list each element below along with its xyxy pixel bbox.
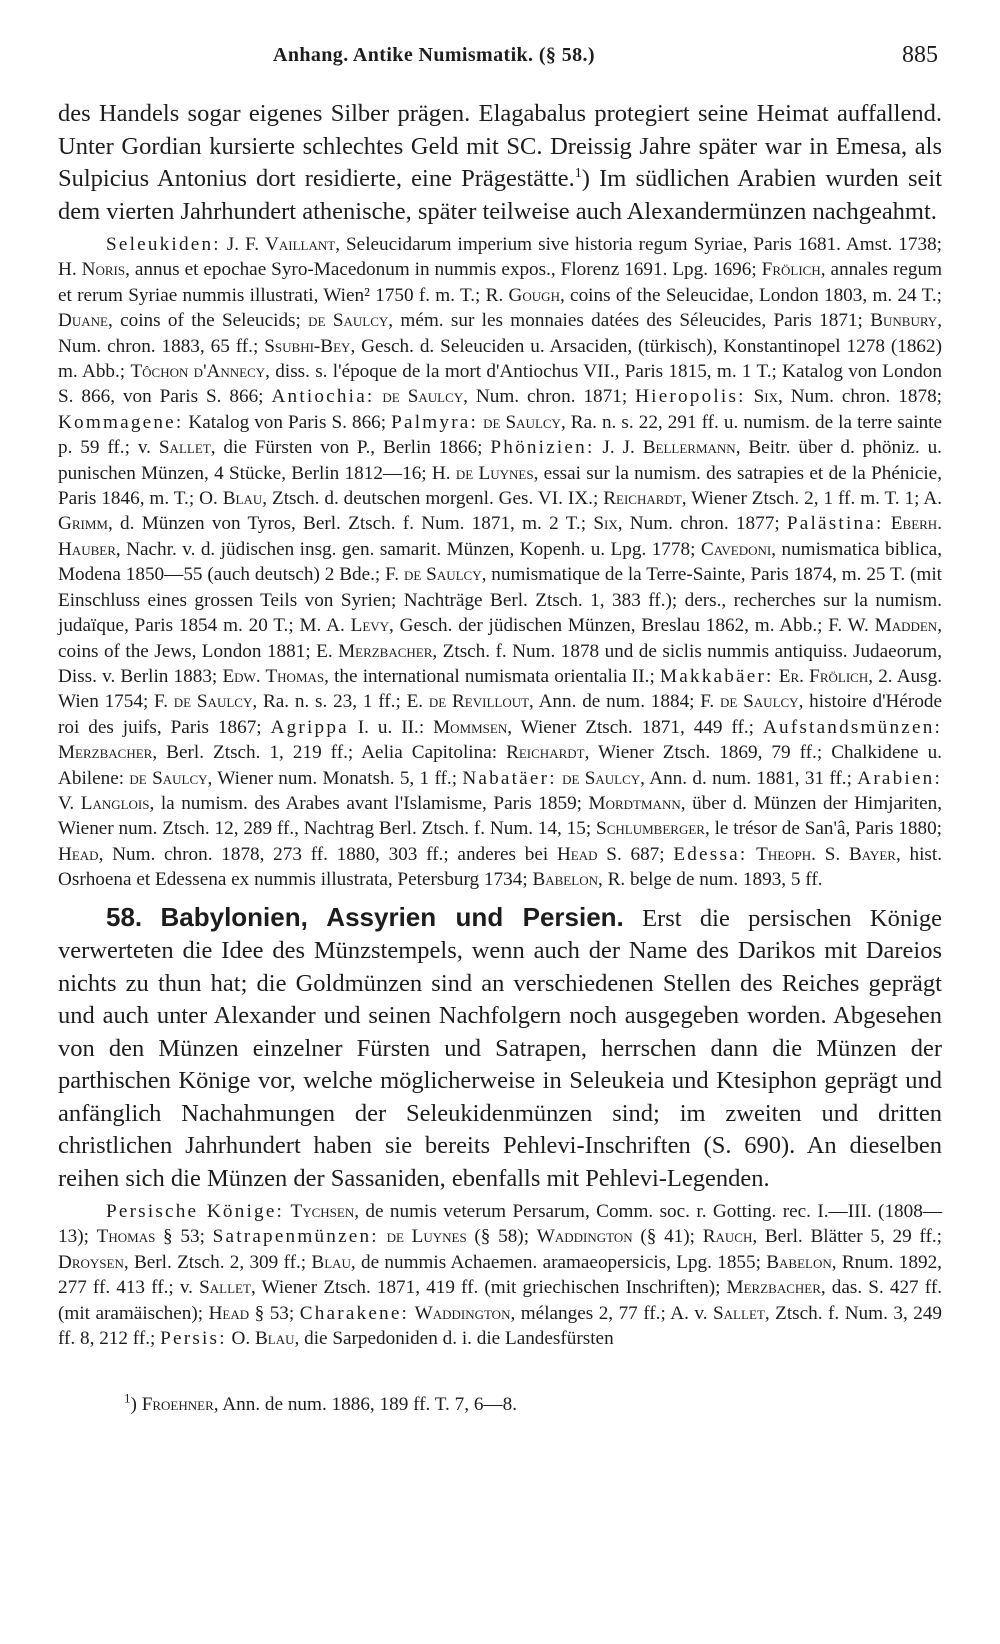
bib-author: Blau [311, 1251, 351, 1273]
bib-author: de Saulcy [720, 691, 799, 713]
bib-text: , numismatica biblica, Modena 1850—55 (auch deutsch) 2 Bde.; F. [58, 538, 942, 586]
bib-text: J. J. [594, 437, 643, 459]
bib-author: de Saulcy [382, 386, 464, 408]
bib-author: Eberh. Hauber [58, 513, 942, 560]
running-header-title: Anhang. Antike Numismatik. (§ 58.) [273, 44, 595, 66]
bib-text: , le trésor de San'â, Paris 1880; [704, 818, 943, 840]
bib-text: , coins of the Seleucidae, London 1803, m. 24 T.; [559, 284, 943, 306]
bib-author: Grimm [58, 513, 108, 535]
bib-text: , 2. Ausg. Wien 1754; F. [58, 665, 943, 713]
bib-region-label: Seleukiden: [106, 234, 221, 255]
bib-text: , Wiener Ztsch. 1871, 419 ff. (mit griechischen Inschriften); [250, 1277, 727, 1299]
bib-author: Head [58, 843, 99, 865]
bib-author: Six [753, 386, 778, 408]
bib-author: de Luynes [455, 462, 534, 484]
bib-text: , Num. chron. 1878; [778, 386, 942, 408]
bib-region-label: Palmyra: [391, 411, 479, 433]
running-header [58, 40, 942, 76]
bib-author: Madden [874, 615, 938, 637]
bib-text [379, 1226, 387, 1247]
bib-text: , Ann. de num. 1884; F. [529, 691, 720, 713]
bib-region-label: Agrippa [270, 716, 349, 738]
bib-text: , Num. chron. 1883, 65 ff.; [58, 310, 942, 357]
bib-author: de Saulcy [483, 411, 561, 433]
intro-text: des Handels sogar eigenes Silber prägen. Elagabalus protegiert seine Heimat auffallend. Unter Gordian kursierte schlechtes Geld mit SC. Dreissig Jahre später war in Emesa, als Sulpicius Antonius dort residierte, eine Prägestätte. [58, 100, 942, 192]
bib-author: Blau [254, 1328, 295, 1350]
bib-author: Thomas [96, 1226, 156, 1248]
bib-author: de Revillout [428, 691, 530, 713]
bib-author: de Saulcy [308, 310, 389, 332]
bib-author: Edw. Thomas [222, 665, 325, 687]
bib-author: Waddington [536, 1226, 633, 1248]
page-number: 885 [902, 42, 938, 68]
bib-text: , Nachr. v. d. jüdischen insg. gen. samarit. Münzen, Kopenh. u. Lpg. 1778; [115, 538, 701, 560]
bib-region-label: Palästina: [786, 513, 884, 535]
bib-text [884, 513, 891, 534]
footnote-marker: 1 [124, 1390, 131, 1406]
bib-text: , Ann. d. num. 1881, 31 ff.; [640, 767, 858, 789]
bib-text: , über d. Münzen der Himjariten, Wiener num. Ztsch. 12, 289 ff., Nachtrag Berl. Ztsch. f. Num. 14, 15; [58, 792, 942, 840]
bib-region-label: Persische Könige: [106, 1201, 285, 1223]
bib-text: , die Fürsten von P., Berlin 1866; [210, 437, 491, 459]
bib-region-label: Kommagene: [58, 411, 184, 433]
bib-author: Sallet [158, 437, 211, 459]
section-body: Erst die persischen Könige verwerteten die Idee des Münzstempels, wenn auch der Name des Darikos mit Dareios nichts zu thun hat; die Goldmünzen sind an verschiedenen Stellen des Reiches geprägt und auch unter Alexander und seinen Nachfolgern noch ausgegeben worden. Abgesehen von den Münzen einzelner Fürsten und Satrapen, herrschen dann die Münzen der parthischen Könige vor, welche möglicherweise in Seleukeia und Ktesiphon geprägt und anfänglich Nachahmungen der Seleukidenmünzen sind; im zweiten und dritten christlichen Jahrhundert haben sie bereits Pehlevi-Inschriften (S. 690). An dieselben reihen sich die Münzen der Sassaniden, ebenfalls mit Pehlevi-Legenden. [58, 904, 943, 1192]
bib-author: Langlois [80, 792, 150, 814]
bib-author: Er. Frölich [778, 665, 869, 687]
bib-text: , Num. chron. 1877; [617, 513, 787, 535]
bib-text: , the international numismata orientalia II.; [324, 665, 660, 687]
bib-text: , Ztsch. f. Num. 1878 und de siclis nummis antiquiss. Judaeorum, Diss. v. Berlin 1883; [58, 640, 942, 687]
bib-text: , R. belge de num. 1893, 5 ff. [597, 869, 823, 891]
footnote: $^1$) Froehner, Ann. de num. 1886, 189 ff. T. 7, 6—8. [124, 1390, 518, 1415]
bib-author: Tôchon d'Annecy [130, 361, 266, 383]
bib-text: , Gesch. der jüdischen Münzen, Breslau 1862, m. Abb.; F. W. [389, 615, 875, 637]
bib-author: Six [593, 513, 618, 535]
bib-text: , essai sur la numism. des satrapies et de la Phénicie, Paris 1846, m. T.; O. [58, 462, 942, 510]
bib-author: Cavedoni [700, 538, 772, 560]
bib-text: , Seleucidarum imperium sive historia regum Syriae, Paris 1681. Amst. 1738; H. [58, 234, 942, 281]
bib-text [747, 844, 756, 865]
bib-author: Vaillant [265, 234, 336, 255]
bib-author: de Saulcy [403, 564, 482, 586]
bib-text: , numismatique de la Terre-Sainte, Paris 1874, m. 25 T. (mit Einschluss eines grossen Teils von Syrien; Nachträge Berl. Ztsch. 1, 383 ff.); ders., recherches sur la numism. judaïque, Paris 1854 m. 20 T.; M. A. [58, 564, 943, 637]
section-number: 58. [106, 901, 143, 932]
bib-text: , de nummis Achaemen. aramaeopersicis, Lpg. 1855; [350, 1251, 767, 1273]
bib-region-label: Charakene: [299, 1302, 410, 1324]
bib-author: Ssubhi-Bey [264, 335, 351, 357]
bib-author: Sallet [713, 1302, 765, 1324]
bib-text: , annus et epochae Syro-Macedonum in nummis expos., Florenz 1691. Lpg. 1696; [125, 259, 762, 281]
bib-author: de Saulcy [173, 691, 253, 713]
bib-region-label: Antiochia: [271, 386, 375, 408]
intro-paragraph [58, 98, 942, 228]
bib-text: (§ 41); [632, 1226, 703, 1248]
bib-region-label: Phönizien: [490, 437, 595, 459]
bib-text: , Wiener num. Monatsh. 5, 1 ff.; [207, 767, 463, 789]
bib-author: Merzbacher [338, 640, 433, 662]
bib-region-label: Aufstandsmünzen: [762, 716, 943, 738]
bib-author: Mordtmann [588, 792, 681, 814]
footnote-reference: 1 [574, 165, 582, 181]
footnote-text: , Ann. de num. 1886, 189 ff. T. 7, 6—8. [213, 1393, 518, 1415]
bib-author: Bayer [848, 843, 896, 865]
bib-region-label: Hieropolis: [635, 386, 746, 408]
bib-author: Bunbury [870, 310, 938, 332]
bib-text: , die Sarpedoniden d. i. die Landesfürsten [294, 1328, 614, 1350]
bib-author: Waddington [414, 1302, 511, 1324]
bib-author: Sallet [199, 1277, 251, 1299]
bib-text: , mém. sur les monnaies datées des Séleucides, Paris 1871; [388, 310, 871, 332]
bib-text: , de numis veterum Persarum, Comm. soc. r. Gotting. rec. I.—III. (1808—13); [58, 1201, 943, 1248]
bib-text: , d. Münzen von Tyros, Berl. Ztsch. f. Num. 1871, m. 2 T.; [107, 513, 594, 535]
bib-text: , diss. s. l'époque de la mort d'Antiochus VII., Paris 1815, m. 1 T.; Katalog von London S. 866, von Paris S. 866; [58, 361, 942, 408]
bib-author: Rauch [702, 1226, 753, 1248]
bib-author: Blau [222, 488, 263, 510]
bib-text: I. u. II.: [348, 716, 434, 738]
section-58-paragraph [58, 901, 942, 1196]
bib-text: Katalog von Paris S. 866; [183, 411, 392, 433]
bib-author: Frölich [761, 259, 821, 281]
bib-author: Babelon [766, 1251, 832, 1273]
bib-text: , Berl. Blätter 5, 29 ff.; [752, 1226, 942, 1248]
bib-text: , Wiener Ztsch. 2, 1 ff. m. T. 1; A. [681, 488, 943, 510]
bib-author: Babelon [532, 869, 598, 891]
intro-text: ) Im südlichen Arabien wurden seit dem vierten Jahrhundert athenische, später teilweise auch Alexandermünzen nachgeahmt. [58, 165, 942, 225]
bib-text: , Num. chron. 1871; [463, 386, 636, 408]
bib-text: , Rnum. 1892, 277 ff. 413 ff.; v. [58, 1251, 942, 1299]
bib-author: Merzbacher [726, 1277, 821, 1299]
bib-author: Levy [350, 615, 390, 637]
bib-region-label: Nabatäer: [462, 767, 557, 789]
bib-text: § 53; [155, 1226, 213, 1248]
bibliography-paragraph [58, 232, 942, 893]
bib-author: Reichardt [506, 742, 585, 764]
bib-author: Schlumberger [596, 818, 705, 840]
bib-text: , hist. Osrhoena et Edessena ex nummis illustrata, Petersburg 1734; [58, 843, 942, 891]
bib-region-label: Makkabäer: [659, 665, 774, 687]
bib-text: J. F. [220, 234, 266, 255]
bib-author: Tychsen [290, 1201, 355, 1223]
bib-region-label: Arabien: [857, 767, 942, 789]
bib-author: Gough [508, 284, 560, 306]
bib-text: V. [58, 792, 81, 814]
bib-text: , Wiener Ztsch. 1871, 449 ff.; [507, 716, 763, 738]
bib-author: Noris [81, 259, 126, 281]
bib-region-label: Persis: [160, 1328, 227, 1350]
bib-text: , la numism. des Arabes avant l'Islamisme, Paris 1859; [149, 792, 589, 814]
bib-text: , histoire d'Hérode roi des juifs, Paris 1867; [58, 691, 943, 738]
persian-bibliography-paragraph [58, 1199, 942, 1351]
bib-text [746, 386, 754, 407]
bib-text: , annales regum et rerum Syriae nummis illustrati, Wien² 1750 f. m. T.; R. [58, 259, 942, 306]
bib-text: , mélanges 2, 77 ff.; A. v. [510, 1302, 713, 1324]
bib-text: , das. S. 427 ff. (mit aramäischen); [58, 1277, 943, 1324]
bib-region-label: Edessa: [673, 843, 748, 865]
bib-text: S. 687; [597, 843, 674, 865]
bib-author: Merzbacher [58, 742, 153, 764]
bib-text: , Berl. Ztsch. 2, 309 ff.; [123, 1251, 312, 1273]
bib-text: , Beitr. über d. phöniz. u. punischen Münzen, 4 Stücke, Berlin 1812—16; H. [58, 437, 942, 484]
bib-text: , Ra. n. s. 23, 1 ff.; E. [252, 691, 429, 713]
bib-author: Mommsen [433, 716, 508, 738]
bib-text: , coins of the Seleucids; [107, 310, 309, 332]
bib-text: , Ztsch. d. deutschen morgenl. Ges. VI. IX.; [262, 488, 604, 510]
bib-text: , coins of the Jews, London 1881; E. [58, 615, 942, 662]
bib-author: Head [208, 1302, 250, 1324]
bib-text: , Ra. n. s. 22, 291 ff. u. numism. de la terre sainte p. 59 ff.; v. [58, 411, 943, 459]
bib-author: Head [556, 843, 598, 865]
bib-text: , Berl. Ztsch. 1, 219 ff.; Aelia Capitolina: [152, 742, 507, 764]
bib-text: , Ztsch. f. Num. 3, 249 ff. 8, 212 ff.; [58, 1302, 943, 1350]
bib-author: Bellermann [642, 437, 736, 459]
bib-author: Duane [58, 310, 108, 332]
bib-author: de Saulcy [129, 767, 208, 789]
bib-region-label: Satrapenmünzen: [212, 1226, 379, 1248]
bib-text: § 53; [249, 1302, 300, 1324]
bib-text: , Wiener Ztsch. 1869, 79 ff.; Chalkidene u. Abilene: [58, 742, 942, 789]
bib-author: de Luynes [386, 1226, 467, 1248]
bib-text: O. [226, 1328, 255, 1350]
bib-author: Droysen [58, 1251, 124, 1273]
bib-text: , Gesch. d. Seleuciden u. Arsaciden, (türkisch), Konstantinopel 1278 (1862) m. Abb.; [58, 335, 943, 383]
section-title: Babylonien, Assyrien und Persien. [160, 901, 624, 932]
bib-text: S. [815, 843, 849, 865]
bib-author: Reichardt [603, 488, 682, 510]
bib-author: de Saulcy [562, 767, 641, 789]
bib-author: Theoph. [756, 843, 816, 865]
bib-text: , Num. chron. 1878, 273 ff. 1880, 303 ff.; anderes bei [98, 843, 557, 865]
footnote-author: Froehner [141, 1393, 214, 1415]
bib-text: (§ 58); [466, 1226, 537, 1248]
